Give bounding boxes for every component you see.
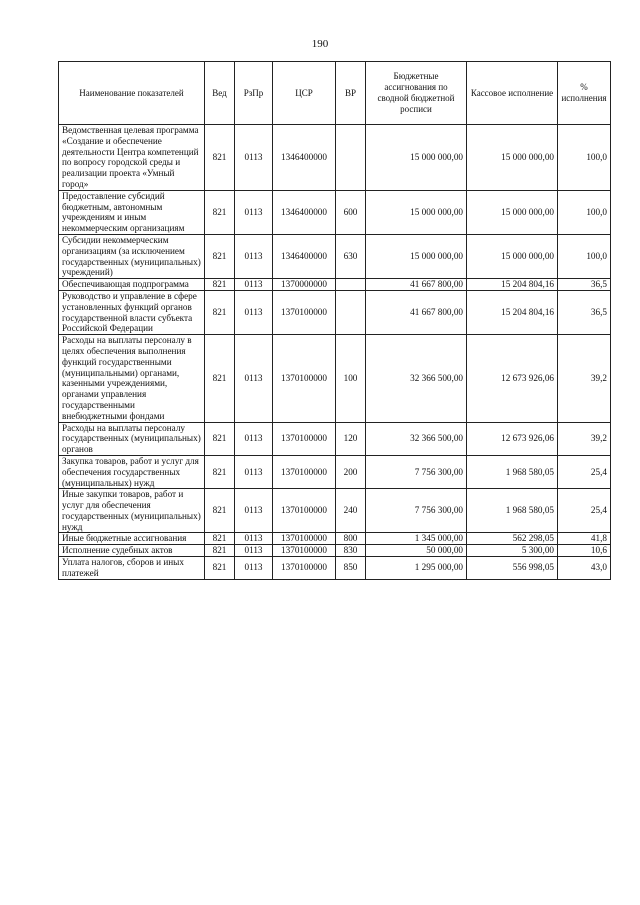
row-percent: 10,6	[558, 545, 611, 557]
row-assignments: 7 756 300,00	[366, 455, 467, 488]
row-percent: 100,0	[558, 190, 611, 234]
row-ved: 821	[205, 190, 235, 234]
row-ved: 821	[205, 234, 235, 278]
row-cash: 15 204 804,16	[467, 279, 558, 291]
row-ved: 821	[205, 557, 235, 580]
header-cash: Кассовое исполнение	[467, 62, 558, 125]
row-vr: 800	[336, 533, 366, 545]
row-cash: 12 673 926,06	[467, 422, 558, 455]
row-vr: 200	[336, 455, 366, 488]
table-row	[59, 533, 611, 545]
row-assignments: 41 667 800,00	[366, 279, 467, 291]
header-ved: Вед	[205, 62, 235, 125]
row-name: Расходы на выплаты персоналу в целях обеспечения выполнения функций государственными (муниципальными) органами, казенными учреждениями, органами управления государственными внебюджетными фондами	[59, 335, 205, 422]
row-ved: 821	[205, 290, 235, 334]
row-csr: 1370100000	[273, 422, 336, 455]
row-csr: 1346400000	[273, 125, 336, 191]
row-name: Ведомственная целевая программа «Создание и обеспечение деятельности Центра компетенций по вопросу городской среды и реализации проекта «Умный город»	[59, 125, 205, 191]
row-cash: 1 968 580,05	[467, 489, 558, 533]
row-ved: 821	[205, 125, 235, 191]
row-name: Обеспечивающая подпрограмма	[59, 279, 205, 291]
header-csr: ЦСР	[273, 62, 336, 125]
row-assignments: 1 295 000,00	[366, 557, 467, 580]
row-vr: 830	[336, 545, 366, 557]
table-row	[59, 234, 611, 278]
row-name: Субсидии некоммерческим организациям (за исключением государственных (муниципальных) учреждений)	[59, 234, 205, 278]
row-assignments: 41 667 800,00	[366, 290, 467, 334]
table-row	[59, 557, 611, 580]
row-rzpr: 0113	[235, 533, 273, 545]
row-percent: 25,4	[558, 489, 611, 533]
row-csr: 1370100000	[273, 455, 336, 488]
row-cash: 1 968 580,05	[467, 455, 558, 488]
row-vr: 600	[336, 190, 366, 234]
row-csr: 1370000000	[273, 279, 336, 291]
row-percent: 39,2	[558, 335, 611, 422]
row-percent: 25,4	[558, 455, 611, 488]
row-csr: 1346400000	[273, 234, 336, 278]
row-assignments: 50 000,00	[366, 545, 467, 557]
row-ved: 821	[205, 279, 235, 291]
row-assignments: 15 000 000,00	[366, 190, 467, 234]
row-rzpr: 0113	[235, 489, 273, 533]
row-csr: 1370100000	[273, 533, 336, 545]
header-rzpr: РзПр	[235, 62, 273, 125]
row-rzpr: 0113	[235, 557, 273, 580]
table-row	[59, 279, 611, 291]
row-name: Расходы на выплаты персоналу государственных (муниципальных) органов	[59, 422, 205, 455]
row-csr: 1370100000	[273, 335, 336, 422]
row-ved: 821	[205, 545, 235, 557]
row-assignments: 32 366 500,00	[366, 422, 467, 455]
row-rzpr: 0113	[235, 234, 273, 278]
header-name: Наименование показателей	[59, 62, 205, 125]
table-row	[59, 190, 611, 234]
row-vr: 120	[336, 422, 366, 455]
page-number: 190	[311, 38, 329, 50]
row-ved: 821	[205, 422, 235, 455]
table-row	[59, 290, 611, 334]
row-vr: 630	[336, 234, 366, 278]
row-name: Исполнение судебных актов	[59, 545, 205, 557]
row-name: Закупка товаров, работ и услуг для обеспечения государственных (муниципальных) нужд	[59, 455, 205, 488]
row-cash: 12 673 926,06	[467, 335, 558, 422]
row-csr: 1370100000	[273, 290, 336, 334]
header-vr: ВР	[336, 62, 366, 125]
row-rzpr: 0113	[235, 125, 273, 191]
row-csr: 1370100000	[273, 489, 336, 533]
row-name: Уплата налогов, сборов и иных платежей	[59, 557, 205, 580]
row-vr	[336, 279, 366, 291]
row-cash: 15 000 000,00	[467, 125, 558, 191]
row-ved: 821	[205, 455, 235, 488]
row-assignments: 7 756 300,00	[366, 489, 467, 533]
row-percent: 36,5	[558, 290, 611, 334]
table-row	[59, 545, 611, 557]
row-csr: 1346400000	[273, 190, 336, 234]
row-rzpr: 0113	[235, 422, 273, 455]
row-ved: 821	[205, 489, 235, 533]
header-percent: % исполнения	[558, 62, 611, 125]
row-vr	[336, 290, 366, 334]
row-vr	[336, 125, 366, 191]
row-ved: 821	[205, 533, 235, 545]
row-assignments: 15 000 000,00	[366, 234, 467, 278]
row-name: Иные бюджетные ассигнования	[59, 533, 205, 545]
row-assignments: 32 366 500,00	[366, 335, 467, 422]
row-vr: 850	[336, 557, 366, 580]
row-name: Руководство и управление в сфере установленных функций органов государственной власти субъекта Российской Федерации	[59, 290, 205, 334]
row-percent: 100,0	[558, 125, 611, 191]
row-cash: 556 998,05	[467, 557, 558, 580]
row-rzpr: 0113	[235, 190, 273, 234]
table-header-row	[59, 62, 611, 125]
row-rzpr: 0113	[235, 455, 273, 488]
row-vr: 100	[336, 335, 366, 422]
row-csr: 1370100000	[273, 557, 336, 580]
row-ved: 821	[205, 335, 235, 422]
table-row	[59, 422, 611, 455]
row-vr: 240	[336, 489, 366, 533]
header-assignments: Бюджетные ассигнования по сводной бюджетной росписи	[366, 62, 467, 125]
row-name: Предоставление субсидий бюджетным, автономным учреждениям и иным некоммерческим организациям	[59, 190, 205, 234]
table-row	[59, 489, 611, 533]
row-cash: 15 204 804,16	[467, 290, 558, 334]
row-cash: 15 000 000,00	[467, 234, 558, 278]
row-percent: 43,0	[558, 557, 611, 580]
row-rzpr: 0113	[235, 545, 273, 557]
row-assignments: 15 000 000,00	[366, 125, 467, 191]
row-assignments: 1 345 000,00	[366, 533, 467, 545]
row-rzpr: 0113	[235, 279, 273, 291]
budget-execution-table	[58, 61, 611, 580]
row-percent: 36,5	[558, 279, 611, 291]
row-rzpr: 0113	[235, 290, 273, 334]
row-name: Иные закупки товаров, работ и услуг для обеспечения государственных (муниципальных) нужд	[59, 489, 205, 533]
table-row	[59, 455, 611, 488]
row-percent: 41,8	[558, 533, 611, 545]
row-cash: 5 300,00	[467, 545, 558, 557]
row-cash: 15 000 000,00	[467, 190, 558, 234]
table-row	[59, 125, 611, 191]
row-percent: 39,2	[558, 422, 611, 455]
row-cash: 562 298,05	[467, 533, 558, 545]
row-csr: 1370100000	[273, 545, 336, 557]
row-percent: 100,0	[558, 234, 611, 278]
table-row	[59, 335, 611, 422]
row-rzpr: 0113	[235, 335, 273, 422]
